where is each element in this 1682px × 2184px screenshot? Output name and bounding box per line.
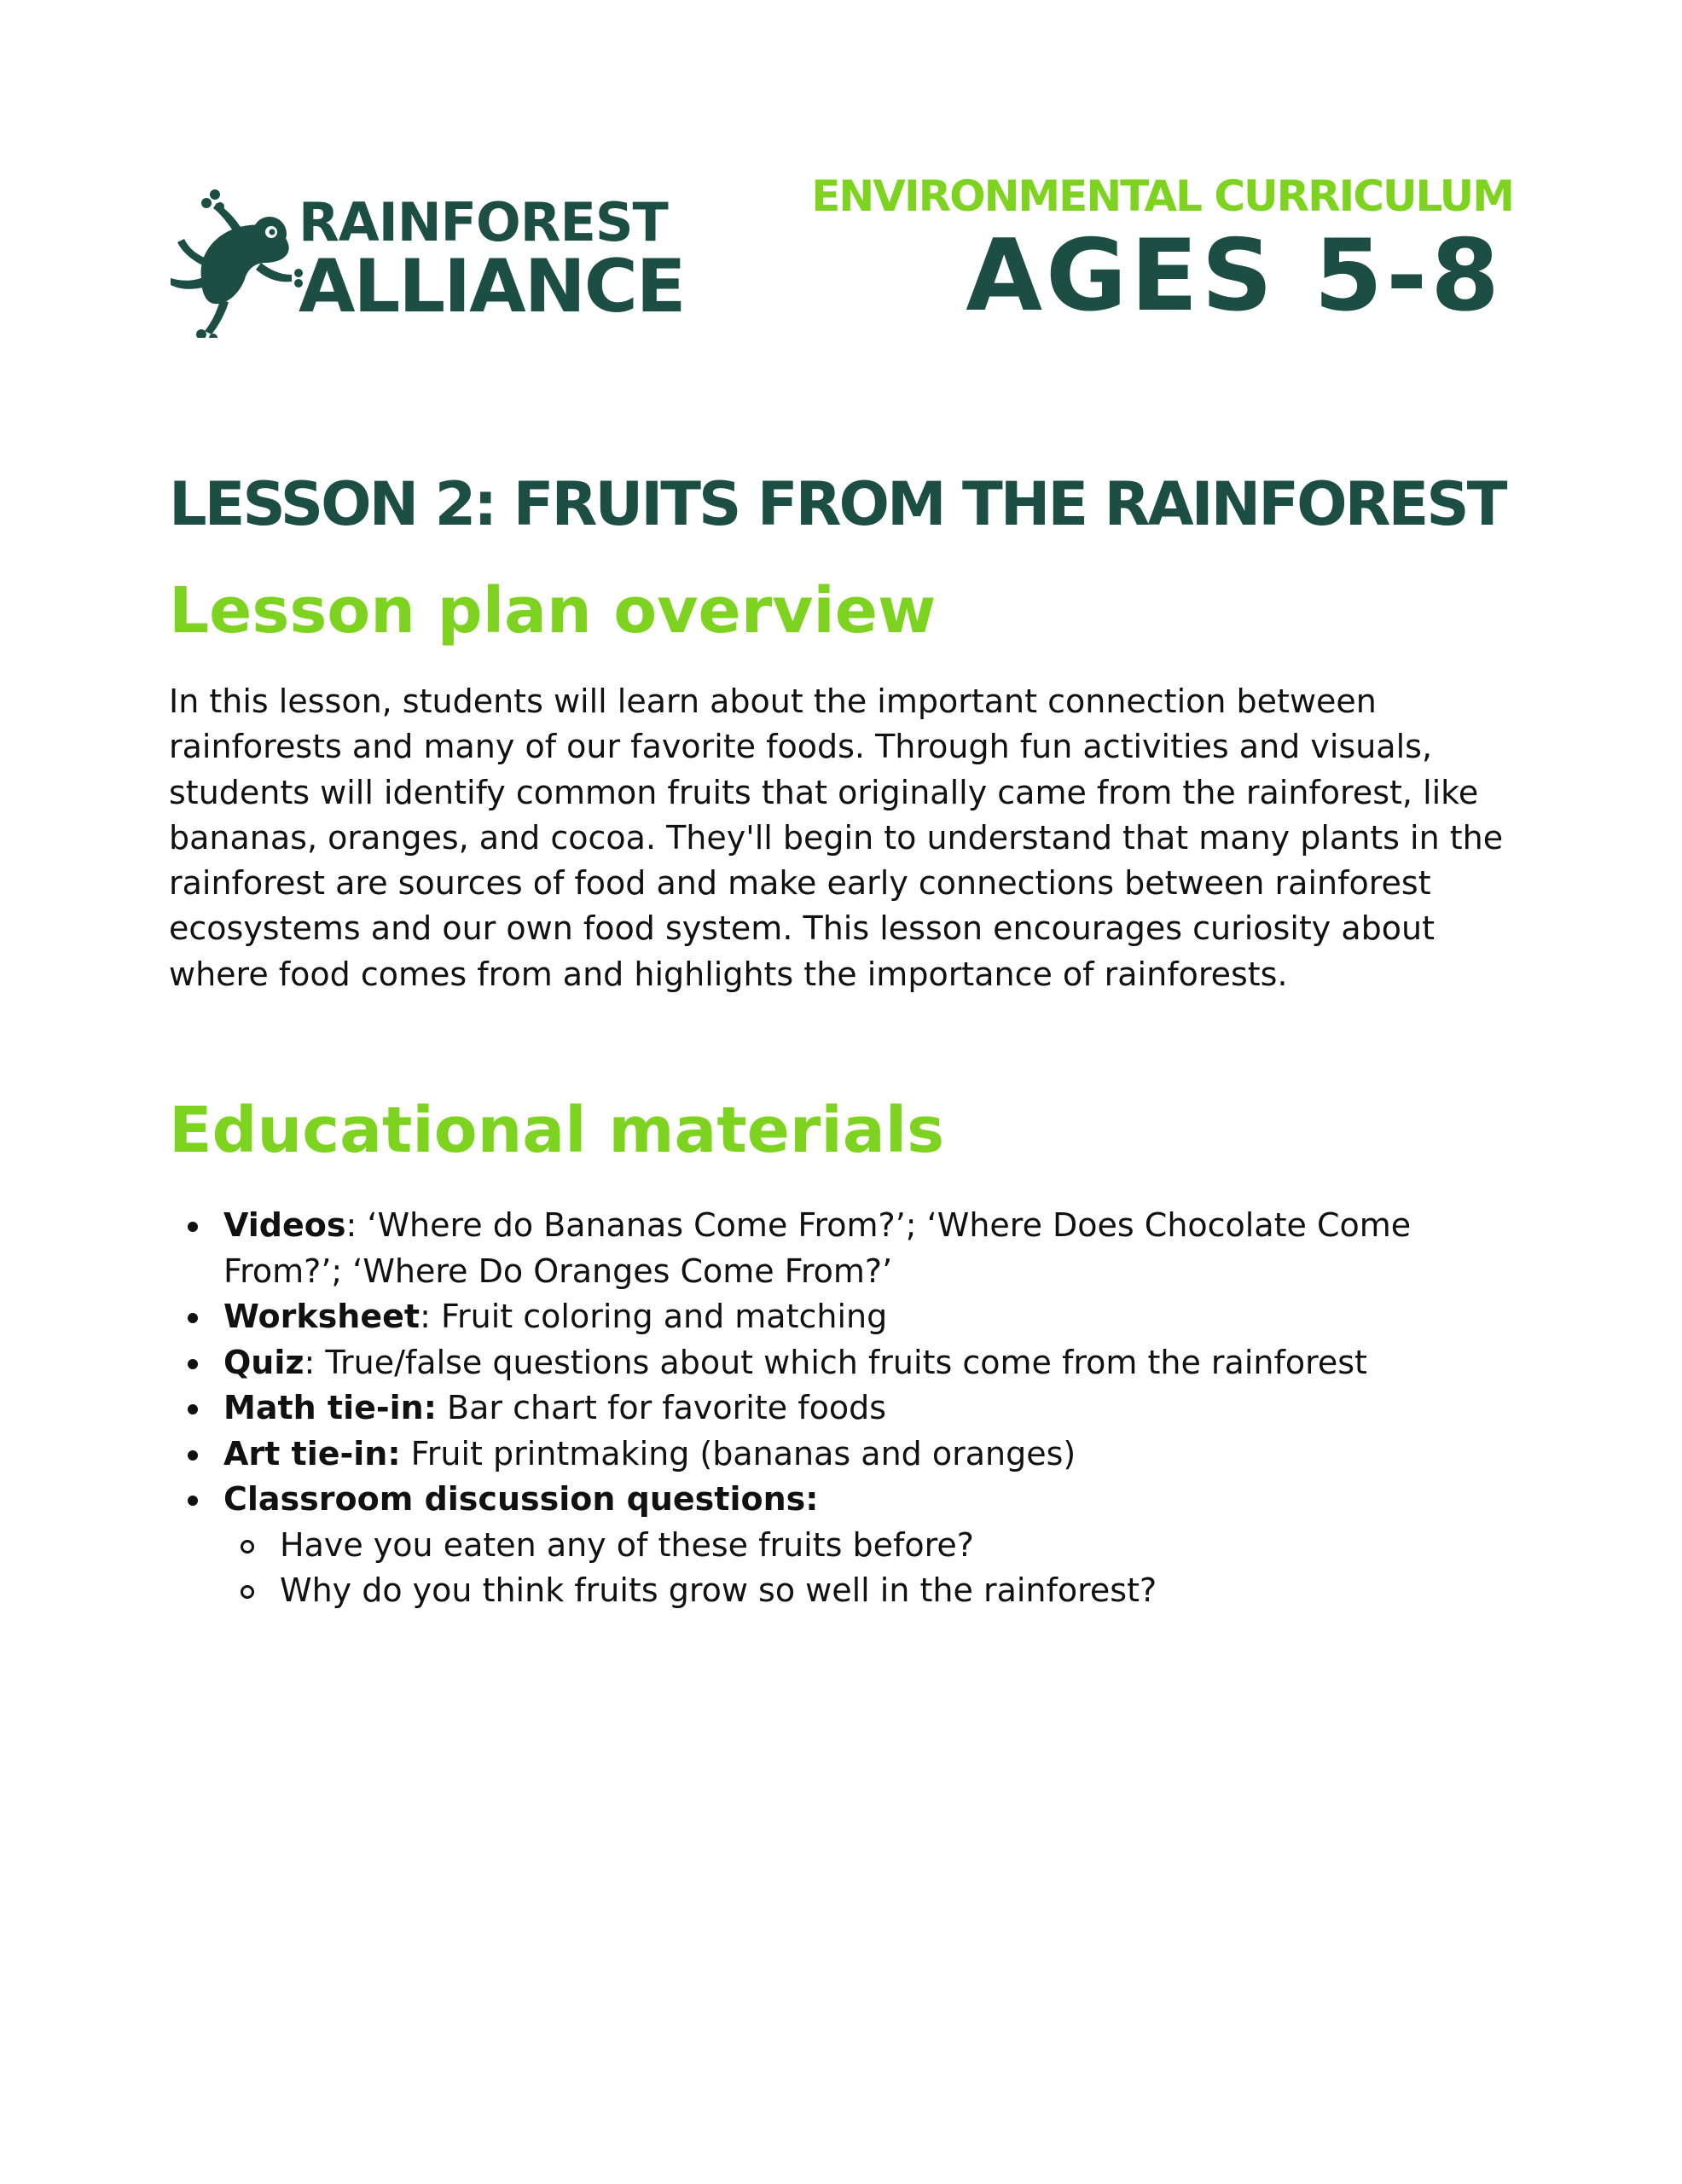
materials-item-text: ‘Where do Bananas Come From?’; ‘Where Does Chocolate Come From?’; ‘Where Do Oranges Come From?’ — [223, 1206, 1412, 1290]
curriculum-badge — [811, 171, 1513, 334]
materials-item-text: Fruit coloring and matching — [440, 1298, 888, 1335]
curriculum-label: ENVIRONMENTAL CURRICULUM — [811, 171, 1513, 221]
materials-item-label: Worksheet — [223, 1298, 420, 1335]
lesson-title: LESSON 2: FRUITS FROM THE RAINFOREST — [169, 469, 1505, 539]
materials-item-math — [169, 1385, 1534, 1432]
materials-item-videos — [169, 1203, 1534, 1294]
discussion-question: Have you eaten any of these fruits before? — [223, 1523, 1534, 1569]
age-range: AGES 5-8 — [966, 218, 1503, 334]
materials-item-separator — [437, 1389, 447, 1426]
logo-wordmark-line1: RAINFOREST — [299, 191, 668, 253]
discussion-question: Why do you think fruits grow so well in the rainforest? — [223, 1568, 1534, 1614]
overview-heading: Lesson plan overview — [169, 574, 937, 648]
materials-item-art — [169, 1432, 1534, 1478]
materials-item-separator: : — [304, 1343, 326, 1381]
materials-item-text: True/false questions about which fruits come from the rainforest — [325, 1343, 1367, 1381]
materials-item-text: Fruit printmaking (bananas and oranges) — [410, 1434, 1076, 1472]
materials-item-label: Videos — [223, 1206, 346, 1244]
materials-item-label: Math tie-in: — [223, 1389, 437, 1426]
materials-item-separator: : — [345, 1206, 368, 1244]
rainforest-alliance-logo — [167, 179, 685, 341]
materials-list — [169, 1203, 1534, 1614]
materials-item-separator — [401, 1435, 411, 1472]
materials-item-label: Quiz — [223, 1343, 304, 1381]
materials-item-quiz — [169, 1340, 1534, 1386]
materials-item-label: Art tie-in: — [223, 1434, 401, 1472]
discussion-questions-list — [223, 1523, 1534, 1614]
materials-item-text: Bar chart for favorite foods — [447, 1389, 887, 1426]
logo-wordmark — [299, 179, 685, 329]
materials-item-label: Classroom discussion questions: — [223, 1480, 819, 1518]
materials-heading: Educational materials — [169, 1094, 945, 1167]
materials-item-worksheet — [169, 1294, 1534, 1340]
overview-paragraph: In this lesson, students will learn about the important connection between rainforests and many of our favorite foods. Through fun activities and visuals, students will identify common fruits that originally came from the rainforest, like bananas, oranges, and cocoa. They'll begin to understand that many plants in the rainforest are sources of food and make early connections between rainforest ecosystems and our own food system. This lesson encourages curiosity about where food comes from and highlights the importance of rainforests. — [169, 682, 1504, 993]
logo-wordmark-line2: ALLIANCE — [299, 244, 685, 329]
materials-item-discussion — [169, 1477, 1534, 1614]
frog-logo-icon — [167, 184, 304, 338]
materials-item-separator: : — [420, 1298, 441, 1335]
